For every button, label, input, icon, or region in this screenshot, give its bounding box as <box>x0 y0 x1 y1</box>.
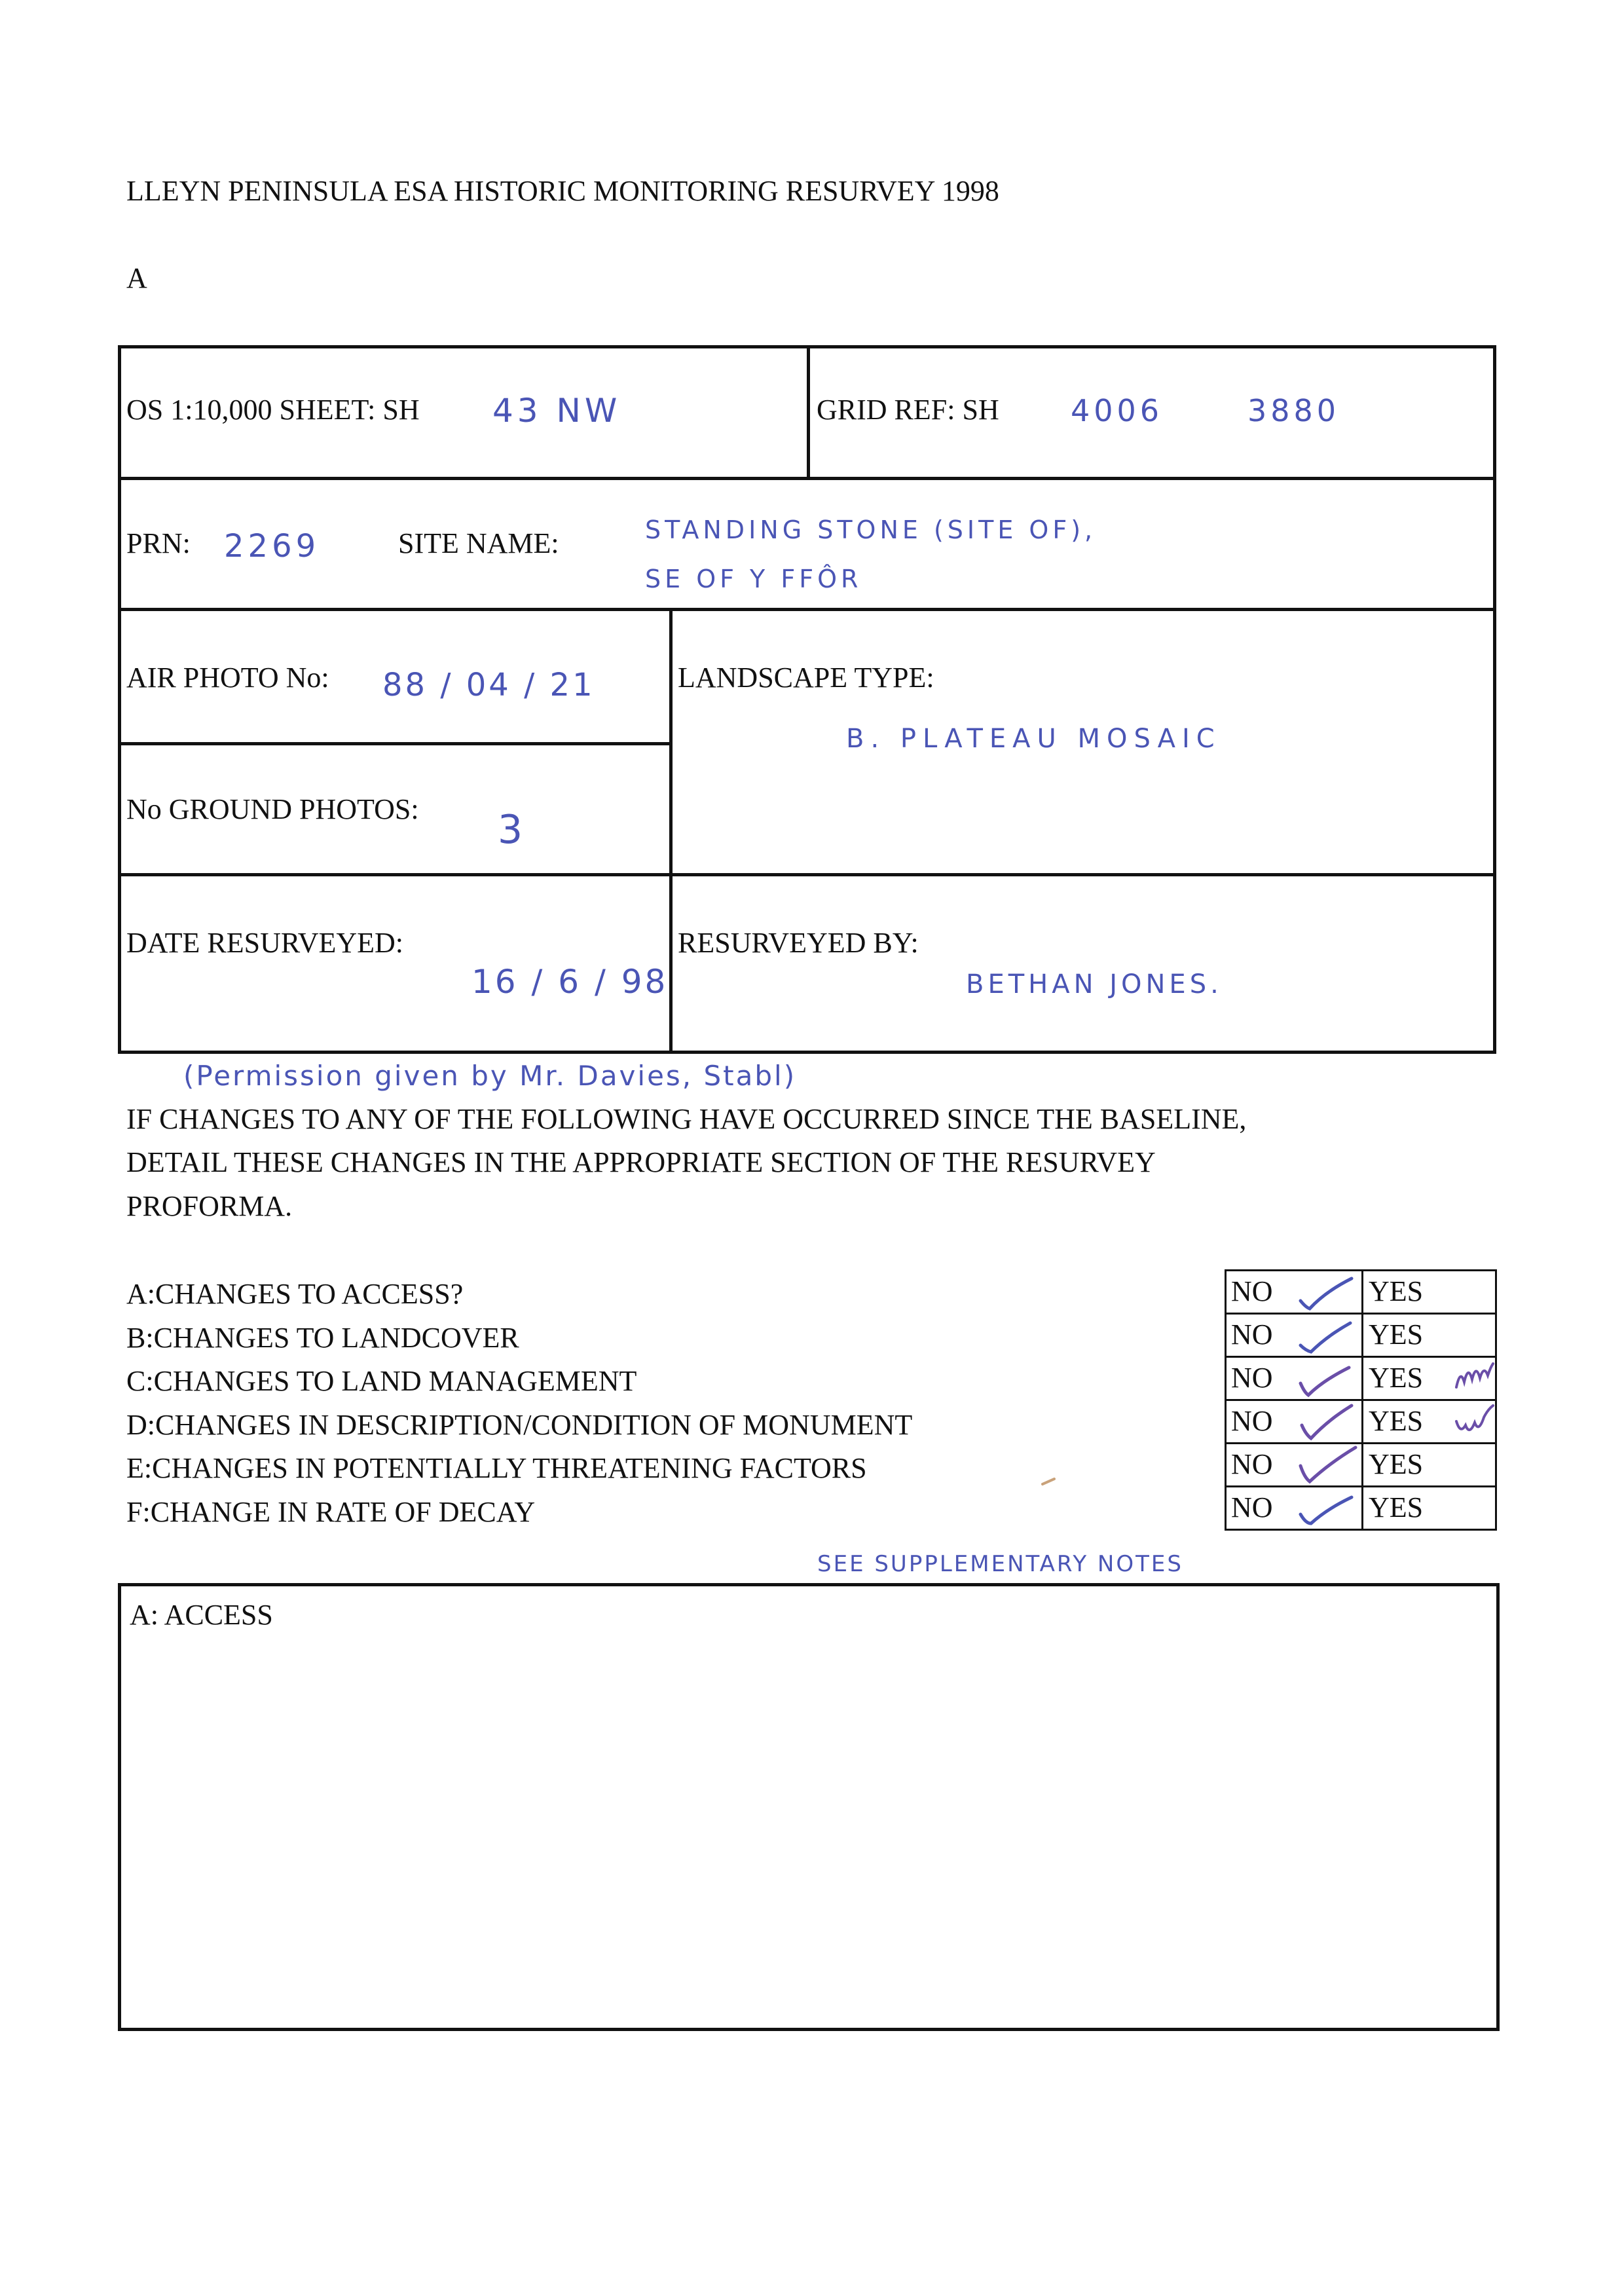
stray-mark <box>1041 1476 1057 1487</box>
ground-photos-label: No GROUND PHOTOS: <box>126 793 419 825</box>
site-name-line1: STANDING STONE (SITE OF), <box>645 515 1097 544</box>
landscape-type-label: LANDSCAPE TYPE: <box>678 662 934 694</box>
os-sheet-value: 43 NW <box>492 392 621 430</box>
resurveyed-by-label: RESURVEYED BY: <box>678 927 919 959</box>
answer-grid <box>1225 1269 1497 1534</box>
instructions-line-2: DETAIL THESE CHANGES IN THE APPROPRIATE SECTION OF THE RESURVEY <box>126 1146 1156 1178</box>
grid-ref-easting: 4006 <box>1071 393 1164 428</box>
date-resurveyed-value: 16 / 6 / 98 <box>471 963 669 1001</box>
checkmark-icon <box>1297 1318 1356 1356</box>
question-e-label: E:CHANGES IN POTENTIALLY THREATENING FACTORS <box>126 1452 867 1484</box>
checkmark-icon <box>1297 1361 1356 1399</box>
no-label: NO <box>1231 1491 1273 1523</box>
checkmark-icon <box>1297 1275 1356 1313</box>
checkmark-icon <box>1297 1403 1356 1442</box>
table-divider <box>118 742 671 745</box>
grid-ref-northing: 3880 <box>1247 393 1340 428</box>
yes-label: YES <box>1369 1362 1424 1394</box>
table-divider <box>118 608 1496 611</box>
access-section-label: A: ACCESS <box>130 1599 273 1631</box>
permission-note: (Permission given by Mr. Davies, Stabl) <box>183 1060 797 1092</box>
os-sheet-label: OS 1:10,000 SHEET: SH <box>126 394 420 426</box>
yes-label: YES <box>1369 1491 1424 1523</box>
grid-ref-label: GRID REF: SH <box>817 394 999 426</box>
question-c-label: C:CHANGES TO LAND MANAGEMENT <box>126 1365 637 1397</box>
air-photo-value: 88 / 04 / 21 <box>382 667 595 703</box>
landscape-type-value: B. PLATEAU MOSAIC <box>846 724 1221 754</box>
access-section-content[interactable] <box>130 1645 1479 2012</box>
access-section <box>118 1583 1500 2031</box>
yes-label: YES <box>1369 1448 1424 1480</box>
question-b-label: B:CHANGES TO LANDCOVER <box>126 1322 519 1354</box>
prn-value: 2269 <box>224 528 320 565</box>
question-f-label: F:CHANGE IN RATE OF DECAY <box>126 1496 536 1528</box>
site-name-label: SITE NAME: <box>398 527 559 559</box>
form-letter: A <box>126 262 147 294</box>
table-divider <box>807 345 810 478</box>
checkmark-icon <box>1297 1491 1356 1529</box>
supplementary-note: SEE SUPPLEMENTARY NOTES <box>817 1551 1183 1577</box>
scribble-icon <box>1454 1402 1494 1438</box>
no-label: NO <box>1231 1448 1273 1480</box>
date-resurveyed-label: DATE RESURVEYED: <box>126 927 404 959</box>
site-name-line2: SE OF Y FFÔR <box>645 565 862 593</box>
instructions-line-3: PROFORMA. <box>126 1190 293 1222</box>
question-d-label: D:CHANGES IN DESCRIPTION/CONDITION OF MONUMENT <box>126 1409 913 1441</box>
checkmark-icon <box>1297 1445 1359 1485</box>
yes-label: YES <box>1369 1405 1424 1437</box>
resurveyed-by-value: BETHAN JONES. <box>966 969 1223 999</box>
table-divider <box>669 608 673 1054</box>
prn-label: PRN: <box>126 527 191 559</box>
scribble-icon <box>1454 1358 1494 1395</box>
no-label: NO <box>1231 1318 1273 1351</box>
table-divider <box>118 873 1496 876</box>
no-label: NO <box>1231 1275 1273 1307</box>
yes-label: YES <box>1369 1275 1424 1307</box>
no-label: NO <box>1231 1405 1273 1437</box>
no-label: NO <box>1231 1362 1273 1394</box>
question-a-label: A:CHANGES TO ACCESS? <box>126 1278 464 1310</box>
ground-photos-value: 3 <box>498 807 527 853</box>
air-photo-label: AIR PHOTO No: <box>126 662 329 694</box>
form-title: LLEYN PENINSULA ESA HISTORIC MONITORING RESURVEY 1998 <box>126 175 999 207</box>
yes-label: YES <box>1369 1318 1424 1351</box>
instructions-line-1: IF CHANGES TO ANY OF THE FOLLOWING HAVE OCCURRED SINCE THE BASELINE, <box>126 1103 1247 1135</box>
